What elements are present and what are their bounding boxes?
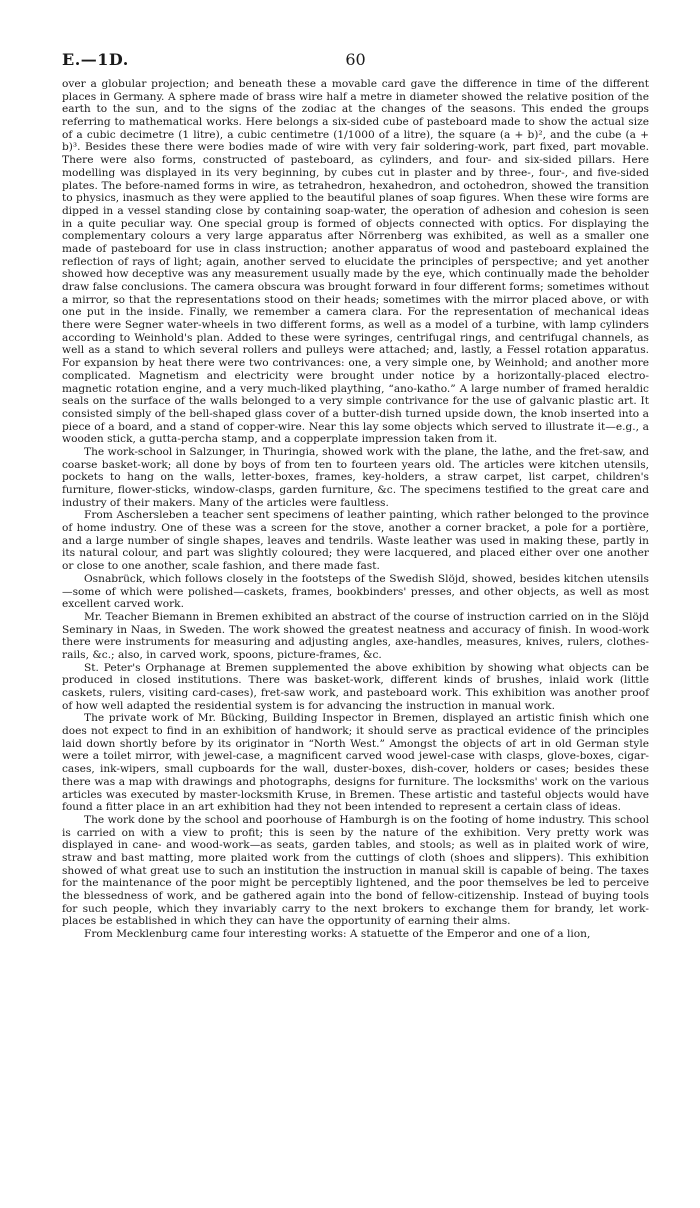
body-text xyxy=(62,78,649,941)
paragraph-osnabruck: Osnabrück, which follows closely in the footsteps of the Swedish Slöjd, showed, besides kitchen utensils—some of which were polished—caskets, frames, bookbinders' presses, and other objects, as well as most excellent carved work. xyxy=(62,572,649,611)
paragraph-biemann-bremen: Mr. Teacher Biemann in Bremen exhibited an abstract of the course of instruction carried on in the Slöjd Seminary in Naas, in Sweden. The work showed the greatest neatness and accuracy of finish. In wood-work there were instruments for measuring and adjusting angles, axe-handles, measures, knives, rulers, clothes-rails, &c.; also, in carved work, spoons, picture-frames, &c. xyxy=(62,610,649,661)
page-number: 60 xyxy=(345,50,366,69)
section-reference: E.—1D. xyxy=(62,50,129,69)
paragraph-salzunger-work-school: The work-school in Salzunger, in Thuringia, showed work with the plane, the lathe, and the fret-saw, and coarse basket-work; all done by boys of from ten to fourteen years old. The articles were kitchen utensils, pockets to hang on the walls, letter-boxes, frames, key-holders, a straw carpet, list carpet, children's furniture, flower-sticks, window-clasps, garden furniture, &c. The specimens testified to the great care and industry of their makers. Many of the articles were faultless. xyxy=(62,445,649,509)
paragraph-bucking-private-work: The private work of Mr. Bücking, Building Inspector in Bremen, displayed an artistic finish which one does not expect to find in an exhibition of handwork; it should serve as practical evidence of the principles laid down shortly before by its originator in “North West.” Amongst the objects of art in old German style were a toilet mirror, with jewel-case, a magnificent carved wood jewel-case with clasps, glove-boxes, cigar-cases, ink-wipers, small cupboards for the wall, duster-boxes, dish-cover, holders or cases; besides these there was a map with drawings and photographs, designs for furniture. The locksmiths' work on the various articles was executed by master-locksmith Kruse, in Bremen. These artistic and tasteful objects would have found a fitter place in an art exhibition had they not been intended to represent a certain class of ideas. xyxy=(62,712,649,814)
paragraph-hamburgh-poorhouse: The work done by the school and poorhouse of Hamburgh is on the footing of home industry. This school is carried on with a view to profit; this is seen by the nature of the exhibition. Very pretty work was displayed in cane- and wood-work—as seats, garden tables, and stools; as well as in plaited work of wire, straw and bast matting, more plaited work from the cuttings of cloth (shoes and slippers). This exhibition showed of what great use to such an institution the instruction in manual skill is capable of being. The taxes for the maintenance of the poor might be perceptibly lightened, and the poor themselves be led to perceive the blessedness of work, and be gathered again into the bond of fellow-citizenship. Instead of buying tools for such people, which they invariably carry to the next brokers to exchange them for brandy, let work-places be established in which they can have the opportunity of earning their alms. xyxy=(62,813,649,928)
page-header xyxy=(62,50,649,70)
paragraph-st-peters-orphanage: St. Peter's Orphanage at Bremen supplemented the above exhibition by showing what objects can be produced in closed institutions. There was basket-work, different kinds of brushes, inlaid work (little caskets, rulers, visiting card-cases), fret-saw work, and pasteboard work. This exhibition was another proof of how well adapted the residential system is for advancing the instruction in manual work. xyxy=(62,661,649,712)
paragraph-mathematical-physical-apparatus: over a globular projection; and beneath these a movable card gave the difference in time of the different places in Germany. A sphere made of brass wire half a metre in diameter showed the relative position of the earth to the sun, and to the signs of the zodiac at the changes of the seasons. This ended the groups referring to mathematical works. Here belongs a six-sided cube of pasteboard made to show the actual size of a cubic decimetre (1 litre), a cubic centimetre (1/1000 of a litre), the square (a + b)², and the cube (a + b)³. Besides these there were bodies made of wire with very fair soldering-work, part fixed, part movable. There were also forms, constructed of pasteboard, as cylinders, and four- and six-sided pillars. Here modelling was displayed in its very beginning, by cubes cut in plaster and by three-, four-, and five-sided plates. The before-named forms in wire, as tetrahedron, hexahedron, and octohedron, showed the transition to physics, inasmuch as they were applied to the beautiful planes of soap figures. When these wire forms are dipped in a vessel standing close by containing soap-water, the operation of adhesion and cohesion is seen in a quite peculiar way. One special group is formed of objects connected with optics. For displaying the complementary colours a very large apparatus after Nörrenberg was exhibited, as well as a smaller one made of pasteboard for use in class instruction; another apparatus of wood and pasteboard explained the reflection of rays of light; again, another served to elucidate the principles of perspective; and yet another showed how deceptive was any measurement usually made by the eye, which continually made the beholder draw false conclusions. The camera obscura was brought forward in four different forms; sometimes without a mirror, so that the representations stood on their heads; sometimes with the mirror placed above, or with one put in the inside. Finally, we remember a camera clara. For the representation of mechanical ideas there were Segner water-wheels in two different forms, as well as a model of a turbine, with lamp cylinders according to Weinhold's plan. Added to these were syringes, centrifugal rings, and centrifugal channels, as well as a stand to which several rollers and pulleys were attached; and, lastly, a Fessel rotation apparatus. For expansion by heat there were two contrivances: one, a very simple one, by Weinhold; and another more complicated. Magnetism and electricity were brought under notice by a horizontally-placed electro-magnetic rotation engine, and a very much-liked plaything, “ano-katho.” A large number of framed heraldic seals on the surface of the walls belonged to a very simple contrivance for the use of galvanic plastic art. It consisted simply of the bell-shaped glass cover of a butter-dish turned upside down, the knob inserted into a piece of a board, and a stand of copper-wire. Near this lay some objects which served to illustrate it—e.g., a wooden stick, a gutta-percha stamp, and a copperplate impression taken from it. xyxy=(62,78,649,446)
paragraph-aschersleben-leather: From Aschersleben a teacher sent specimens of leather painting, which rather belonged to the province of home industry. One of these was a screen for the stove, another a corner bracket, a pole for a portière, and a large number of single shapes, leaves and tendrils. Waste leather was used in making these, partly in its natural colour, and part was slightly coloured; they were lacquered, and placed either over one another or close to one another, scale fashion, and there made fast. xyxy=(62,509,649,573)
paragraph-mecklenburg: From Mecklenburg came four interesting works: A statuette of the Emperor and one of a lion, xyxy=(84,928,591,941)
